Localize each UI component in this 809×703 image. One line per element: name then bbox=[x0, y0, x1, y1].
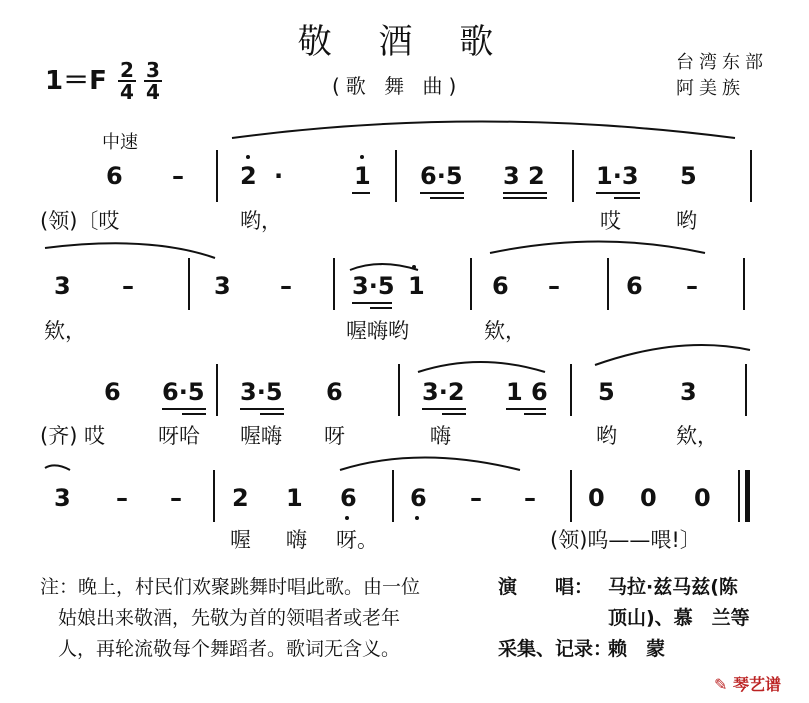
note: 6 bbox=[492, 272, 509, 300]
note: – bbox=[548, 272, 560, 300]
lyric: (齐) 哎 bbox=[40, 424, 106, 448]
slur bbox=[45, 465, 70, 470]
barline bbox=[392, 470, 394, 522]
barline bbox=[570, 470, 572, 522]
barline bbox=[743, 258, 745, 310]
lyric: 呀哈 bbox=[158, 424, 200, 448]
underline bbox=[503, 197, 547, 199]
barline bbox=[572, 150, 574, 202]
barline bbox=[745, 364, 747, 416]
note: 3·5 bbox=[352, 272, 395, 300]
underline bbox=[503, 192, 547, 194]
recorder-value: 赖 蒙 bbox=[608, 638, 666, 660]
lyric: 哟 bbox=[596, 424, 617, 448]
slur bbox=[340, 458, 520, 471]
underline bbox=[442, 413, 466, 415]
barline bbox=[750, 150, 752, 202]
lyric: 呀 bbox=[324, 424, 345, 448]
watermark-logo bbox=[714, 672, 781, 695]
note: 6 bbox=[326, 378, 343, 406]
final-barline-thin bbox=[738, 470, 740, 522]
note: 3 bbox=[54, 484, 71, 512]
underline bbox=[614, 197, 640, 199]
note: 3·2 bbox=[422, 378, 465, 406]
slur bbox=[45, 243, 215, 258]
note: 6 bbox=[626, 272, 643, 300]
note: 3 bbox=[680, 378, 697, 406]
singer-value: 马拉·兹马兹(陈 bbox=[608, 576, 738, 598]
lyric: 呀。 bbox=[336, 528, 378, 552]
note: – bbox=[170, 484, 182, 512]
octave-dot-low bbox=[345, 516, 349, 520]
meter-num: 3 bbox=[144, 60, 162, 82]
underline bbox=[260, 413, 284, 415]
underline bbox=[596, 192, 640, 194]
note: 3 2 bbox=[503, 162, 545, 190]
note: 1 6 bbox=[506, 378, 548, 406]
octave-dot bbox=[246, 155, 250, 159]
note: 2 bbox=[240, 162, 257, 190]
underline bbox=[506, 408, 546, 410]
slur bbox=[490, 242, 705, 254]
slur bbox=[418, 362, 545, 372]
note: 6 bbox=[410, 484, 427, 512]
song-subtitle: (歌 舞 曲) bbox=[332, 74, 463, 98]
underline bbox=[240, 408, 284, 410]
barline bbox=[333, 258, 335, 310]
underline bbox=[370, 307, 392, 309]
note: 0 bbox=[640, 484, 657, 512]
barline bbox=[213, 470, 215, 522]
note: 1 bbox=[408, 272, 425, 300]
singer-value: 顶山)、慕 兰等 bbox=[608, 607, 750, 629]
annotation-note bbox=[40, 572, 420, 665]
note: 6·5 bbox=[420, 162, 463, 190]
lyric: 喔嗨哟 bbox=[346, 319, 409, 343]
logo-icon: ✎ bbox=[714, 675, 733, 694]
recorder-label: 采集、记录： bbox=[498, 638, 613, 660]
note: 0 bbox=[588, 484, 605, 512]
underline bbox=[162, 408, 206, 410]
lyric: 欸， bbox=[676, 424, 718, 448]
note: · bbox=[274, 162, 284, 190]
note: 6 bbox=[104, 378, 121, 406]
lyric: 嗨 bbox=[286, 528, 307, 552]
note: 5 bbox=[680, 162, 697, 190]
meter-num: 2 bbox=[118, 60, 136, 82]
note: 3 bbox=[54, 272, 71, 300]
slur bbox=[595, 345, 750, 365]
key-signature: 1＝F bbox=[45, 66, 107, 96]
underline bbox=[420, 192, 464, 194]
meter-den: 4 bbox=[120, 80, 134, 104]
lyric: 喔嗨 bbox=[240, 424, 282, 448]
note: – bbox=[280, 272, 292, 300]
lyric: 嗨 bbox=[430, 424, 451, 448]
barline bbox=[395, 150, 397, 202]
underline bbox=[422, 408, 466, 410]
origin-line: 台湾东部 bbox=[676, 52, 768, 73]
note: – bbox=[172, 162, 184, 190]
lyric: 哟 bbox=[676, 209, 697, 233]
barline bbox=[398, 364, 400, 416]
octave-dot bbox=[412, 265, 416, 269]
tempo-marking: 中速 bbox=[102, 132, 138, 153]
slur bbox=[350, 264, 418, 270]
note: – bbox=[686, 272, 698, 300]
song-title: 敬 酒 歌 bbox=[297, 22, 512, 62]
note: 1 bbox=[286, 484, 303, 512]
lyric: 哟， bbox=[240, 209, 282, 233]
lyric: 哎 bbox=[600, 209, 621, 233]
underline bbox=[352, 192, 370, 194]
note: 3·5 bbox=[240, 378, 283, 406]
final-barline-thick bbox=[745, 470, 750, 522]
note-line: 人，再轮流敬每个舞蹈者。歌词无含义。 bbox=[58, 638, 401, 660]
barline bbox=[188, 258, 190, 310]
note: 6·5 bbox=[162, 378, 205, 406]
barline bbox=[570, 364, 572, 416]
octave-dot-low bbox=[415, 516, 419, 520]
note: 2 bbox=[232, 484, 249, 512]
note: 6 bbox=[106, 162, 123, 190]
meter-den: 4 bbox=[146, 80, 160, 104]
barline bbox=[216, 364, 218, 416]
lyric: (领)〔哎 bbox=[40, 209, 120, 233]
note: – bbox=[470, 484, 482, 512]
barline bbox=[216, 150, 218, 202]
lyric: (领)呜——喂!〕 bbox=[550, 528, 701, 552]
note: 1 bbox=[354, 162, 371, 190]
note: – bbox=[116, 484, 128, 512]
logo-text: 琴艺谱 bbox=[732, 675, 781, 694]
note: 6 bbox=[340, 484, 357, 512]
note: 0 bbox=[694, 484, 711, 512]
note: 1·3 bbox=[596, 162, 639, 190]
lyric: 喔 bbox=[230, 528, 251, 552]
lyric: 欸， bbox=[484, 319, 526, 343]
underline bbox=[524, 413, 546, 415]
underline bbox=[182, 413, 206, 415]
note-line: 注：晚上，村民们欢聚跳舞时唱此歌。由一位 bbox=[40, 576, 421, 598]
singer-label: 演 唱： bbox=[498, 576, 594, 598]
note: 3 bbox=[214, 272, 231, 300]
origin-line: 阿美族 bbox=[676, 78, 745, 99]
barline bbox=[607, 258, 609, 310]
note-line: 姑娘出来敬酒，先敬为首的领唱者或老年 bbox=[58, 607, 401, 629]
note: – bbox=[524, 484, 536, 512]
note: 5 bbox=[598, 378, 615, 406]
barline bbox=[470, 258, 472, 310]
note: – bbox=[122, 272, 134, 300]
underline bbox=[352, 302, 392, 304]
slur bbox=[232, 122, 735, 139]
underline bbox=[430, 197, 464, 199]
octave-dot bbox=[360, 155, 364, 159]
lyric: 欸， bbox=[44, 319, 86, 343]
